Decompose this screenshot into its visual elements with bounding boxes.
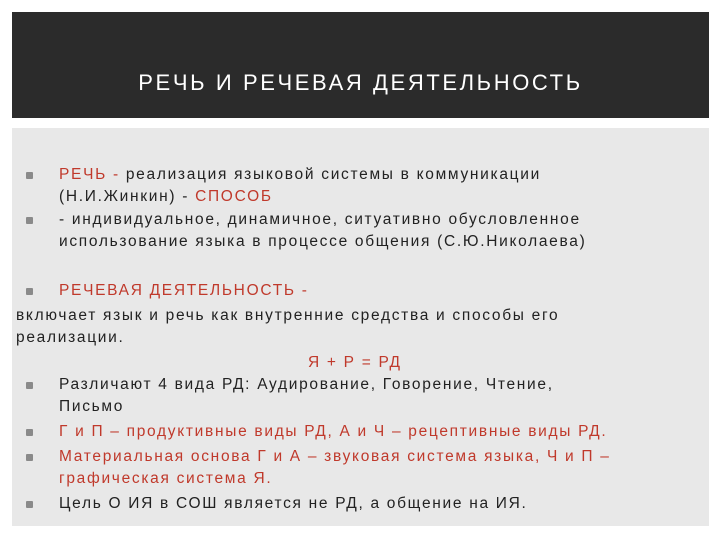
speech-definition-line-1: [12, 164, 541, 186]
speech-activity-line-1: включает язык и речь как внутренние средства и способы его: [16, 307, 560, 324]
formula: Я + Р = РД: [308, 354, 402, 371]
method-definition-line-1: - индивидуальное, динамичное, ситуативно обусловленное: [59, 211, 581, 228]
types-line-1: Различают 4 вида РД: Аудирование, Говорение, Чтение,: [59, 376, 554, 393]
productive-receptive-line: Г и П – продуктивные виды РД, А и Ч – рецептивные виды РД.: [59, 423, 608, 440]
speech-activity-line-2: реализации.: [16, 329, 125, 346]
material-basis-line-1: Материальная основа Г и А – звуковая система языка, Ч и П –: [59, 448, 611, 465]
term-speech-activity: РЕЧЕВАЯ ДЕЯТЕЛЬНОСТЬ -: [59, 282, 309, 299]
term-speech: РЕЧЬ -: [59, 166, 126, 183]
term-method: СПОСОБ: [195, 188, 273, 205]
types-line-2: Письмо: [59, 398, 125, 415]
speech-definition-line-2: [12, 186, 273, 208]
goal-line: Цель О ИЯ в СОШ является не РД, а общение на ИЯ.: [59, 495, 528, 512]
method-definition-line-2: использование языка в процессе общения (С.Ю.Николаева): [59, 233, 587, 250]
speech-author: (Н.И.Жинкин) -: [59, 188, 196, 205]
material-basis-line-2: графическая система Я.: [59, 470, 273, 487]
page-title: РЕЧЬ И РЕЧЕВАЯ ДЕЯТЕЛЬНОСТЬ: [138, 70, 583, 95]
title-bar: [12, 12, 709, 118]
speech-definition-text: реализация языковой системы в коммуникации: [125, 166, 541, 183]
content-area: [12, 128, 709, 526]
